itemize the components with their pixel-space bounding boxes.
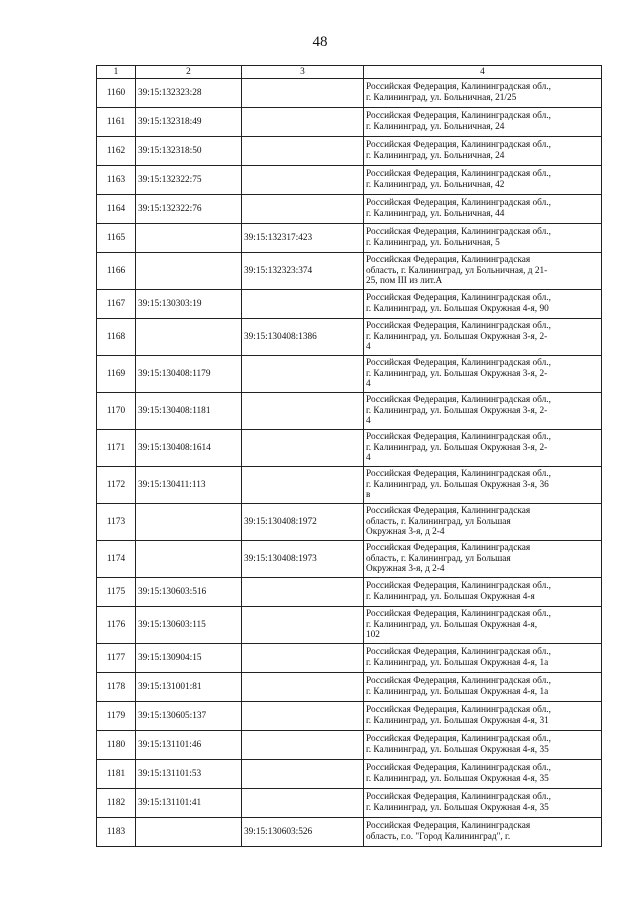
cadastral-number-alt-cell: [242, 195, 364, 224]
address-cell: Российская Федерация, Калининградская обл., г. Калининград, ул. Больничная, 24: [364, 108, 602, 137]
address-cell: Российская Федерация, Калининградская обл., г. Калининград, ул. Большая Окружная 4-я, 1а: [364, 673, 602, 702]
address-cell: Российская Федерация, Калининградская обл., г. Калининград, ул. Большая Окружная 4-я, 102: [364, 607, 602, 644]
address-cell: Российская Федерация, Калининградская область, г. Калининград, ул Большая Окружная 3-я, д 2-4: [364, 541, 602, 578]
address-cell: Российская Федерация, Калининградская обл., г. Калининград, ул. Большая Окружная 4-я, 31: [364, 702, 602, 731]
column-header-1: 1: [97, 66, 136, 79]
table-row: [97, 818, 602, 847]
address-cell: Российская Федерация, Калининградская обл., г. Калининград, ул. Больничная, 42: [364, 166, 602, 195]
cadastral-number-cell: 39:15:130603:115: [136, 607, 242, 644]
row-number-cell: 1168: [97, 319, 136, 356]
cadastral-number-alt-cell: 39:15:132317:423: [242, 224, 364, 253]
cadastral-number-alt-cell: [242, 79, 364, 108]
address-cell: Российская Федерация, Калининградская обл., г. Калининград, ул. Больничная, 44: [364, 195, 602, 224]
cadastral-number-cell: 39:15:132318:50: [136, 137, 242, 166]
table-row: [97, 319, 602, 356]
address-cell: Российская Федерация, Калининградская обл., г. Калининград, ул. Большая Окружная 4-я: [364, 578, 602, 607]
row-number-cell: 1162: [97, 137, 136, 166]
cadastral-number-cell: 39:15:130904:15: [136, 644, 242, 673]
address-cell: Российская Федерация, Калининградская обл., г. Калининград, ул. Большая Окружная 3-я, 36 в: [364, 467, 602, 504]
row-number-cell: 1181: [97, 760, 136, 789]
cadastral-number-cell: 39:15:131101:41: [136, 789, 242, 818]
row-number-cell: 1175: [97, 578, 136, 607]
table-row: [97, 467, 602, 504]
cadastral-number-alt-cell: [242, 644, 364, 673]
cadastral-number-alt-cell: 39:15:130603:526: [242, 818, 364, 847]
row-number-cell: 1177: [97, 644, 136, 673]
cadastral-number-alt-cell: [242, 108, 364, 137]
address-cell: Российская Федерация, Калининградская обл., г. Калининград, ул. Большая Окружная 4-я, 35: [364, 789, 602, 818]
cadastral-number-cell: 39:15:131001:81: [136, 673, 242, 702]
page-number: 48: [312, 34, 328, 50]
address-cell: Российская Федерация, Калининградская область, г. Калининград, ул Больничная, д 21- 25, пом III из лит.А: [364, 253, 602, 290]
cadastral-number-cell: [136, 541, 242, 578]
address-cell: Российская Федерация, Калининградская обл., г. Калининград, ул. Большая Окружная 3-я, 2- 4: [364, 430, 602, 467]
cadastral-number-cell: [136, 504, 242, 541]
cadastral-number-cell: 39:15:132323:28: [136, 79, 242, 108]
cadastral-number-cell: 39:15:131101:53: [136, 760, 242, 789]
column-header-2: 2: [136, 66, 242, 79]
cadastral-number-alt-cell: [242, 578, 364, 607]
address-cell: Российская Федерация, Калининградская обл., г. Калининград, ул. Большая Окружная 4-я, 35: [364, 731, 602, 760]
row-number-cell: 1180: [97, 731, 136, 760]
table-row: [97, 393, 602, 430]
column-header-3: 3: [242, 66, 364, 79]
table-row: [97, 731, 602, 760]
address-cell: Российская Федерация, Калининградская обл., г. Калининград, ул. Больничная, 5: [364, 224, 602, 253]
cadastral-number-alt-cell: [242, 356, 364, 393]
address-cell: Российская Федерация, Калининградская обл., г. Калининград, ул. Больничная, 24: [364, 137, 602, 166]
table-row: [97, 644, 602, 673]
cadastral-number-cell: 39:15:130408:1614: [136, 430, 242, 467]
cadastral-number-cell: 39:15:132322:76: [136, 195, 242, 224]
cadastral-number-alt-cell: 39:15:130408:1386: [242, 319, 364, 356]
address-cell: Российская Федерация, Калининградская обл., г. Калининград, ул. Большая Окружная 3-я, 2- 4: [364, 393, 602, 430]
address-cell: Российская Федерация, Калининградская обл., г. Калининград, ул. Большая Окружная 4-я, 35: [364, 760, 602, 789]
cadastral-number-alt-cell: [242, 430, 364, 467]
table-row: [97, 137, 602, 166]
cadastral-number-cell: 39:15:130411:113: [136, 467, 242, 504]
cadastral-number-alt-cell: 39:15:132323:374: [242, 253, 364, 290]
cadastral-number-cell: [136, 224, 242, 253]
row-number-cell: 1160: [97, 79, 136, 108]
row-number-cell: 1171: [97, 430, 136, 467]
table-row: [97, 673, 602, 702]
cadastral-number-alt-cell: [242, 290, 364, 319]
cadastral-number-cell: [136, 253, 242, 290]
table-row: [97, 789, 602, 818]
table-row: [97, 356, 602, 393]
cadastral-number-cell: [136, 319, 242, 356]
column-header-4: 4: [364, 66, 602, 79]
table-row: [97, 504, 602, 541]
table-header-row: [97, 66, 602, 79]
cadastral-number-cell: 39:15:130303:19: [136, 290, 242, 319]
table-row: [97, 195, 602, 224]
row-number-cell: 1170: [97, 393, 136, 430]
cadastral-number-alt-cell: [242, 789, 364, 818]
table-row: [97, 541, 602, 578]
cadastral-number-cell: 39:15:130603:516: [136, 578, 242, 607]
cadastral-number-alt-cell: [242, 607, 364, 644]
row-number-cell: 1163: [97, 166, 136, 195]
cadastral-number-alt-cell: [242, 393, 364, 430]
row-number-cell: 1166: [97, 253, 136, 290]
row-number-cell: 1173: [97, 504, 136, 541]
cadastral-number-cell: 39:15:130408:1181: [136, 393, 242, 430]
cadastral-number-cell: 39:15:132322:75: [136, 166, 242, 195]
cadastral-number-cell: 39:15:132318:49: [136, 108, 242, 137]
table-row: [97, 224, 602, 253]
row-number-cell: 1169: [97, 356, 136, 393]
table-row: [97, 760, 602, 789]
row-number-cell: 1172: [97, 467, 136, 504]
address-cell: Российская Федерация, Калининградская область, г.о. "Город Калининград", г.: [364, 818, 602, 847]
row-number-cell: 1167: [97, 290, 136, 319]
cadastral-number-alt-cell: [242, 673, 364, 702]
row-number-cell: 1174: [97, 541, 136, 578]
table-body: [97, 66, 602, 847]
cadastral-number-cell: 39:15:131101:46: [136, 731, 242, 760]
table-row: [97, 108, 602, 137]
address-cell: Российская Федерация, Калининградская обл., г. Калининград, ул. Большая Окружная 3-я, 2- 4: [364, 356, 602, 393]
table-row: [97, 166, 602, 195]
cadastral-number-alt-cell: [242, 731, 364, 760]
table-row: [97, 430, 602, 467]
table-row: [97, 607, 602, 644]
row-number-cell: 1176: [97, 607, 136, 644]
cadastral-number-cell: 39:15:130408:1179: [136, 356, 242, 393]
registry-table: [96, 65, 602, 847]
cadastral-number-alt-cell: [242, 702, 364, 731]
row-number-cell: 1161: [97, 108, 136, 137]
address-cell: Российская Федерация, Калининградская обл., г. Калининград, ул. Большая Окружная 4-я, 1а: [364, 644, 602, 673]
table-row: [97, 79, 602, 108]
address-cell: Российская Федерация, Калининградская обл., г. Калининград, ул. Большая Окружная 3-я, 2- 4: [364, 319, 602, 356]
cadastral-number-alt-cell: 39:15:130408:1972: [242, 504, 364, 541]
address-cell: Российская Федерация, Калининградская обл., г. Калининград, ул. Больничная, 21/25: [364, 79, 602, 108]
cadastral-number-alt-cell: [242, 166, 364, 195]
row-number-cell: 1183: [97, 818, 136, 847]
row-number-cell: 1165: [97, 224, 136, 253]
cadastral-number-cell: [136, 818, 242, 847]
cadastral-number-alt-cell: [242, 760, 364, 789]
table-row: [97, 290, 602, 319]
cadastral-number-alt-cell: [242, 467, 364, 504]
cadastral-number-alt-cell: 39:15:130408:1973: [242, 541, 364, 578]
row-number-cell: 1179: [97, 702, 136, 731]
table-row: [97, 578, 602, 607]
cadastral-number-cell: 39:15:130605:137: [136, 702, 242, 731]
table-row: [97, 702, 602, 731]
address-cell: Российская Федерация, Калининградская область, г. Калининград, ул Большая Окружная 3-я, д 2-4: [364, 504, 602, 541]
row-number-cell: 1164: [97, 195, 136, 224]
table-row: [97, 253, 602, 290]
address-cell: Российская Федерация, Калининградская обл., г. Калининград, ул. Большая Окружная 4-я, 90: [364, 290, 602, 319]
row-number-cell: 1178: [97, 673, 136, 702]
cadastral-number-alt-cell: [242, 137, 364, 166]
row-number-cell: 1182: [97, 789, 136, 818]
